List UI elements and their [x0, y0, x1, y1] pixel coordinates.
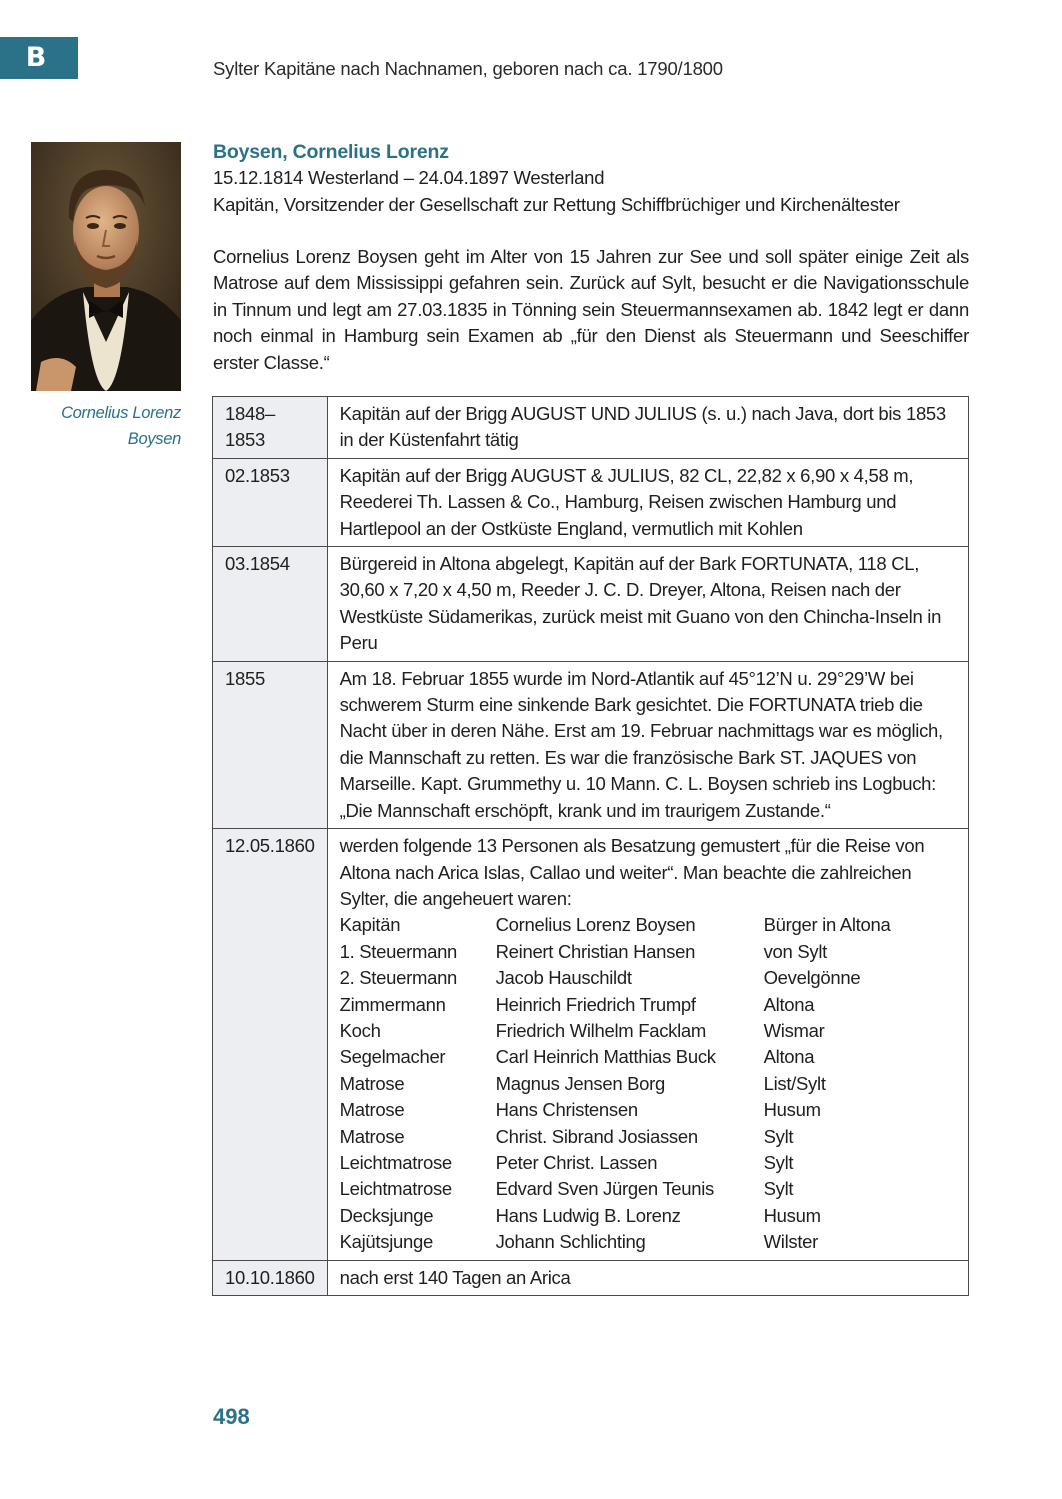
entry-role: Kapitän, Vorsitzender der Gesellschaft zur Rettung Schiffbrüchiger und Kirchenältester [213, 194, 900, 215]
crew-origin: Wismar [763, 1019, 825, 1041]
crew-row [340, 1018, 956, 1044]
table-row [213, 397, 969, 459]
event-text-crew [327, 829, 968, 1261]
portrait-image [31, 142, 181, 391]
crew-row [340, 1044, 956, 1070]
page-number: 498 [213, 1404, 250, 1429]
crew-name: Heinrich Friedrich Trumpf [495, 993, 696, 1015]
crew-name: Johann Schlichting [495, 1231, 646, 1253]
crew-name: Carl Heinrich Matthias Buck [495, 1046, 716, 1068]
crew-rank: Decksjunge [339, 1204, 434, 1226]
table-row [213, 458, 969, 546]
crew-row [340, 939, 956, 965]
caption-line: Boysen [127, 430, 181, 448]
table-row [213, 829, 969, 1261]
event-date: 02.1853 [213, 458, 328, 546]
entry-title: Boysen, Cornelius Lorenz [213, 141, 449, 163]
running-head: Sylter Kapitäne nach Nachnamen, geboren nach ca. 1790/1800 [213, 58, 723, 79]
event-text: Kapitän auf der Brigg AUGUST UND JULIUS (s. u.) nach Java, dort bis 1853 in der Küstenfahrt tätig [327, 397, 968, 459]
crew-row [340, 1229, 956, 1255]
event-text: Bürgereid in Altona abgelegt, Kapitän auf der Bark FORTUNATA, 118 CL, 30,60 x 7,20 x 4,50 m, Reeder J. C. D. Dreyer, Altona, Reisen nach der Westküste Südamerikas, zurück meist mit Guano von den Chincha-Inseln in Peru [327, 547, 968, 662]
crew-name: Edvard Sven Jürgen Teunis [495, 1178, 715, 1200]
intro-paragraph: Cornelius Lorenz Boysen geht im Alter von 15 Jahren zur See und soll später einige Zeit als Matrose auf dem Mississippi gefahren sein. Zurück auf Sylt, besucht er die Navigationsschule in Tinnum und legt am 27.03.1835 in Tönning sein Steuermannsexamen ab. 1842 legt er dann noch einmal in Hamburg sein Examen ab „für den Dienst als Steuermann und Seeschiffer erster Classe.“ [213, 246, 969, 373]
crew-origin: Sylt [763, 1178, 794, 1200]
crew-rank: Matrose [339, 1099, 405, 1121]
crew-origin: Sylt [763, 1151, 794, 1173]
crew-name: Magnus Jensen Borg [495, 1072, 666, 1094]
crew-origin: Bürger in Altona [763, 914, 891, 936]
crew-name: Hans Ludwig B. Lorenz [495, 1204, 681, 1226]
event-text: nach erst 140 Tagen an Arica [327, 1260, 968, 1295]
crew-rank: Leichtmatrose [339, 1151, 452, 1173]
crew-row [340, 965, 956, 991]
portrait-caption [20, 400, 181, 452]
table-row [213, 547, 969, 662]
crew-row [340, 1150, 956, 1176]
caption-line: Cornelius Lorenz [61, 404, 181, 422]
crew-name: Christ. Sibrand Josiassen [495, 1125, 698, 1147]
crew-rank: Segelmacher [339, 1046, 446, 1068]
event-text: Am 18. Februar 1855 wurde im Nord-Atlantik auf 45°12’N u. 29°29’W bei schwerem Sturm eine sinkende Bark gesichtet. Die FORTUNATA trieb die Nacht über in deren Nähe. Erst am 19. Februar nachmittags war es möglich, die Mannschaft zu retten. Es war die französische Bark ST. JAQUES von Marseille. Kapt. Grummethy u. 10 Mann. C. L. Boysen schrieb ins Logbuch: „Die Mannschaft erschöpft, krank und im traurigem Zustande.“ [327, 661, 968, 828]
portrait-illustration [31, 142, 181, 391]
crew-rank: Kapitän [339, 914, 401, 936]
crew-origin: Husum [763, 1204, 821, 1226]
table-row [213, 1260, 969, 1295]
crew-name: Hans Christensen [495, 1099, 638, 1121]
section-tab: B [0, 37, 78, 79]
crew-rank: 1. Steuermann [339, 940, 458, 962]
crew-origin: Wilster [763, 1231, 819, 1253]
crew-row [340, 1203, 956, 1229]
event-date: 10.10.1860 [213, 1260, 328, 1295]
crew-rank: Matrose [339, 1072, 405, 1094]
crew-name: Friedrich Wilhelm Facklam [495, 1019, 707, 1041]
crew-rank: Matrose [339, 1125, 405, 1147]
crew-rank: 2. Steuermann [339, 967, 458, 989]
career-table [212, 396, 969, 1296]
crew-row [340, 992, 956, 1018]
crew-name: Jacob Hauschildt [495, 967, 632, 989]
crew-origin: Oevelgönne [763, 967, 861, 989]
event-date: 1855 [213, 661, 328, 828]
crew-rank: Zimmermann [339, 993, 446, 1015]
entry-dates: 15.12.1814 Westerland – 24.04.1897 Westerland [213, 167, 605, 188]
crew-origin: Sylt [763, 1125, 794, 1147]
crew-name: Peter Christ. Lassen [495, 1151, 658, 1173]
crew-rank: Koch [339, 1019, 381, 1041]
crew-row [340, 1124, 956, 1150]
crew-row [340, 1097, 956, 1123]
event-text: Kapitän auf der Brigg AUGUST & JULIUS, 82 CL, 22,82 x 6,90 x 4,58 m, Reederei Th. Lassen & Co., Hamburg, Reisen zwischen Hamburg und Hartlepool an der Ostküste England, vermutlich mit Kohlen [327, 458, 968, 546]
crew-name: Cornelius Lorenz Boysen [495, 914, 696, 936]
crew-row [340, 1176, 956, 1202]
crew-origin: Altona [763, 1046, 815, 1068]
event-date: 1848–1853 [213, 397, 328, 459]
crew-row [340, 1071, 956, 1097]
crew-list [340, 912, 956, 1255]
crew-origin: List/Sylt [763, 1072, 826, 1094]
crew-intro: werden folgende 13 Personen als Besatzung gemustert „für die Reise von Altona nach Arica Islas, Callao und weiter“. Man beachte die zahlreichen Sylter, die angeheuert waren: [339, 835, 925, 909]
event-date: 12.05.1860 [213, 829, 328, 1261]
crew-rank: Kajütsjunge [339, 1231, 433, 1253]
crew-origin: Altona [763, 993, 815, 1015]
crew-origin: Husum [763, 1099, 821, 1121]
crew-name: Reinert Christian Hansen [495, 940, 696, 962]
event-date: 03.1854 [213, 547, 328, 662]
table-row [213, 661, 969, 828]
crew-rank: Leichtmatrose [339, 1178, 452, 1200]
crew-origin: von Sylt [763, 940, 828, 962]
crew-row [340, 912, 956, 938]
